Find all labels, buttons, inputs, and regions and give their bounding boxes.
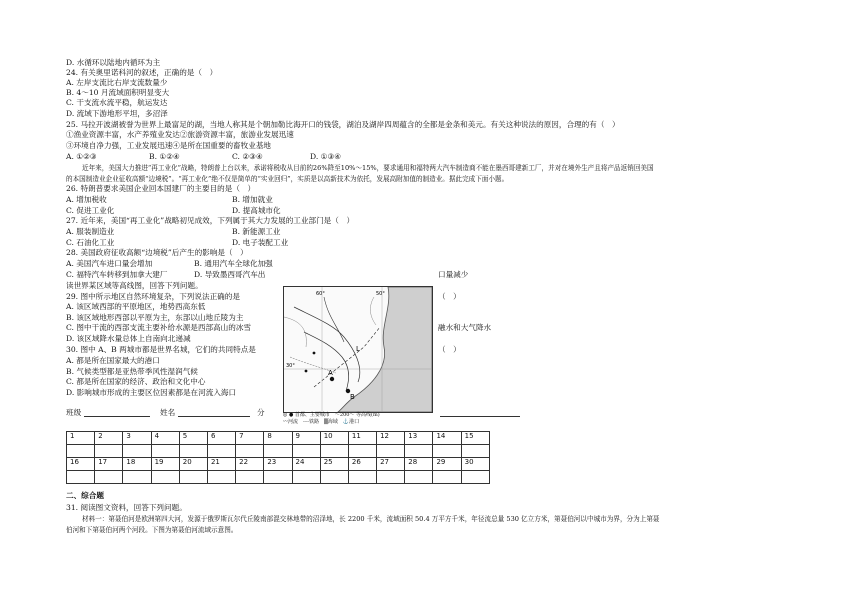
option-text: B. 该区域地形西部以平原为主，东部以山地丘陵为主 [66,313,244,322]
option-text: D. 导致墨西哥汽车出 [194,270,266,279]
table-cell: 20 [179,458,207,471]
table-cell: 18 [123,458,151,471]
table-cell: 21 [207,458,235,471]
answer-cell[interactable] [405,445,433,458]
option-text: D. 该区域降水量总体上自南向北递减 [66,334,191,343]
table-cell: 30 [461,458,489,471]
question-28: 28. 美国政府征收高额“边境税”后产生的影响是（ ） [66,248,248,257]
question-29: 29. 图中所示地区自然环境复杂，下列说法正确的是 [66,292,240,301]
option-text: B. 通用汽车全球化加强 [194,259,273,268]
answer-cell[interactable] [207,471,235,484]
option-text: A. 该区域西部的平原地区，地势西高东低 [66,302,206,311]
question-25: 25. 马拉开波湖被誉为世界上最富足的湖，当地人称其是个朝加勒比海开口的钱袋，湖泊及湖岸四周蕴含的全都是金条和美元。有关这种说法的原因，合理的有（ ） [66,120,620,129]
answer-cell[interactable] [348,445,376,458]
option-text: D. 水循环以陆地内循环为主 [66,58,161,67]
table-row [67,432,490,445]
score-blank[interactable] [440,408,520,420]
table-cell: 13 [405,432,433,445]
passage-text: 的本国制造业企业征收高额“边境税”。“再工业化”绝不仅是简单的“实业回归”，实质是以高新技术为依托，发展高附加值的制造业。据此完成下面小题。 [66,175,509,183]
table-cell: 9 [292,432,320,445]
answer-cell[interactable] [179,445,207,458]
answer-cell[interactable] [377,471,405,484]
table-cell: 16 [67,458,95,471]
answer-cell[interactable] [95,471,123,484]
option-text-continued: 融水和大气降水 [438,323,492,332]
option-text-continued: 口量减少 [438,270,469,279]
option-text: C. 石油化工业 [66,238,115,247]
answer-cell[interactable] [67,471,95,484]
map-longitude-label: 60° [316,291,325,297]
answer-cell[interactable] [67,445,95,458]
answer-cell[interactable] [207,445,235,458]
table-cell: 6 [207,432,235,445]
table-cell: 4 [151,432,179,445]
map-longitude-label: 50° [376,291,385,297]
table-cell: 3 [123,432,151,445]
option-text: C. 都是所在国家的经济、政治和文化中心 [66,377,206,386]
answer-cell[interactable] [461,471,489,484]
answer-paren: （ ） [438,292,461,301]
table-cell: 23 [264,458,292,471]
option-text: D. ①③④ [310,152,342,161]
option-text: C. 干支流水流平稳，航运发达 [66,98,168,107]
answer-table [66,431,490,484]
passage-text: 近年来，美国大力推进“再工业化”战略，特朗普上台以来，承诺将税收从目前的26%降至10%～15%，要求通用和福特两大汽车制造商不能在墨西哥建新工厂，并对在境外生产且将产品返销回美国 [82,164,654,172]
contour-map [283,286,433,413]
option-text: C. 福特汽车转移到加拿大建厂 [66,270,168,279]
prompt-text: 读世界某区域等高线图，回答下列问题。 [66,281,203,290]
option-text: C. ②③④ [232,152,263,161]
table-cell: 19 [151,458,179,471]
answer-cell[interactable] [433,445,461,458]
table-cell: 25 [320,458,348,471]
map-graphic [284,287,432,412]
option-text: B. 增加就业 [232,195,273,204]
option-text: D. 电子装配工业 [232,238,289,247]
name-label: 姓名 [160,408,176,417]
answer-paren: （ ） [438,345,461,354]
table-cell: 29 [433,458,461,471]
material-text: 伯河和下第聂伯河两个河段。下图为第聂伯河流域示意图。 [66,526,238,534]
option-text: D. 影响城市形成的主要区位因素都是在河流入海口 [66,388,237,397]
table-cell: 12 [377,432,405,445]
material-text: 材料一：第聂伯河是欧洲第四大河，发源于俄罗斯瓦尔代丘陵南部混交林地带的沼泽地，长 2200 千米，流域面积 50.4 万平方千米，年径流总量 530 亿立方米，第聂伯河以中城市为界，分为上第聂 [82,515,660,523]
table-cell: 11 [348,432,376,445]
table-row [67,471,490,484]
city-a-marker [330,377,334,381]
option-text: A. 服装制造业 [66,227,115,236]
table-cell: 10 [320,432,348,445]
map-latitude-label: 30° [286,363,295,369]
answer-cell[interactable] [264,471,292,484]
option-text: B. 4～10 月流域面积明显变大 [66,88,170,97]
legend-line: 〰河流 ┄┄铁路 ▒海域 ⚓港口 [283,419,360,425]
answer-cell[interactable] [179,471,207,484]
score-label: 分 [257,408,265,417]
option-text: A. 左岸支流比右岸支流数量少 [66,78,168,87]
option-text: B. 新能源工业 [232,227,281,236]
answer-cell[interactable] [320,471,348,484]
table-cell: 14 [433,432,461,445]
answer-cell[interactable] [151,471,179,484]
option-text: A. 都是所在国家最大的港口 [66,356,160,365]
option-text: A. 增加税收 [66,195,107,204]
option-text: D. 流域下游地形平坦，多沼泽 [66,109,168,118]
answer-cell[interactable] [377,445,405,458]
table-cell: 15 [461,432,489,445]
answer-cell[interactable] [348,471,376,484]
statement-text: ①渔业资源丰富，水产养殖业发达②旅游资源丰富，旅游业发展迅速 [66,130,294,139]
answer-cell[interactable] [236,445,264,458]
option-text: A. ①②③ [66,152,97,161]
answer-cell[interactable] [264,445,292,458]
table-cell: 27 [377,458,405,471]
option-text: A. 美国汽车进口量会增加 [66,259,153,268]
question-24: 24. 有关奥里诺科河的叙述，正确的是（ ） [66,68,218,77]
table-cell: 24 [292,458,320,471]
option-text: B. 气候类型都是亚热带季风性湿润气候 [66,367,198,376]
map-label-b: B [350,393,355,401]
table-cell: 8 [264,432,292,445]
table-cell: 17 [95,458,123,471]
table-row [67,458,490,471]
option-text: D. 提高城市化 [232,206,281,215]
answer-cell[interactable] [292,471,320,484]
table-cell: 5 [179,432,207,445]
question-30: 30. 图中 A、B 两城市都是世界名城，它们的共同特点是 [66,345,256,354]
map-legend [283,412,433,426]
answer-cell[interactable] [123,471,151,484]
question-31: 31. 阅读图文资料，回答下列问题。 [66,503,187,512]
table-cell: 1 [67,432,95,445]
answer-cell[interactable] [123,445,151,458]
table-cell: 7 [236,432,264,445]
class-label: 班级 [66,408,82,417]
legend-line: ◎ ● 首都、主要城市 ～200～ 等高线(m) [283,412,380,418]
answer-cell[interactable] [461,445,489,458]
option-text: C. 促进工业化 [66,206,115,215]
name-blank[interactable] [178,408,250,420]
table-cell: 2 [95,432,123,445]
answer-cell[interactable] [95,445,123,458]
option-text: B. ①②④ [149,152,180,161]
answer-cell[interactable] [151,445,179,458]
answer-cell[interactable] [292,445,320,458]
answer-cell[interactable] [433,471,461,484]
map-label-a: A [328,369,333,377]
answer-cell[interactable] [320,445,348,458]
class-blank[interactable] [84,408,150,420]
statement-text: ③环境自净力强，工业发展迅速④是所在国重要的畜牧业基地 [66,141,272,150]
map-label-l: L [356,345,360,353]
question-27: 27. 近年来，美国“再工业化”战略初见成效，下列属于其大力发展的工业部门是（ ） [66,216,355,225]
answer-cell[interactable] [405,471,433,484]
question-26: 26. 特朗普要求美国企业回本国建厂的主要目的是（ ） [66,184,256,193]
option-text: C. 图中干流的西部支流主要补给水源是西部高山的冰雪 [66,323,252,332]
table-cell: 28 [405,458,433,471]
table-cell: 26 [348,458,376,471]
table-row [67,445,490,458]
answer-cell[interactable] [236,471,264,484]
section-heading: 二、综合题 [66,491,104,500]
table-cell: 22 [236,458,264,471]
